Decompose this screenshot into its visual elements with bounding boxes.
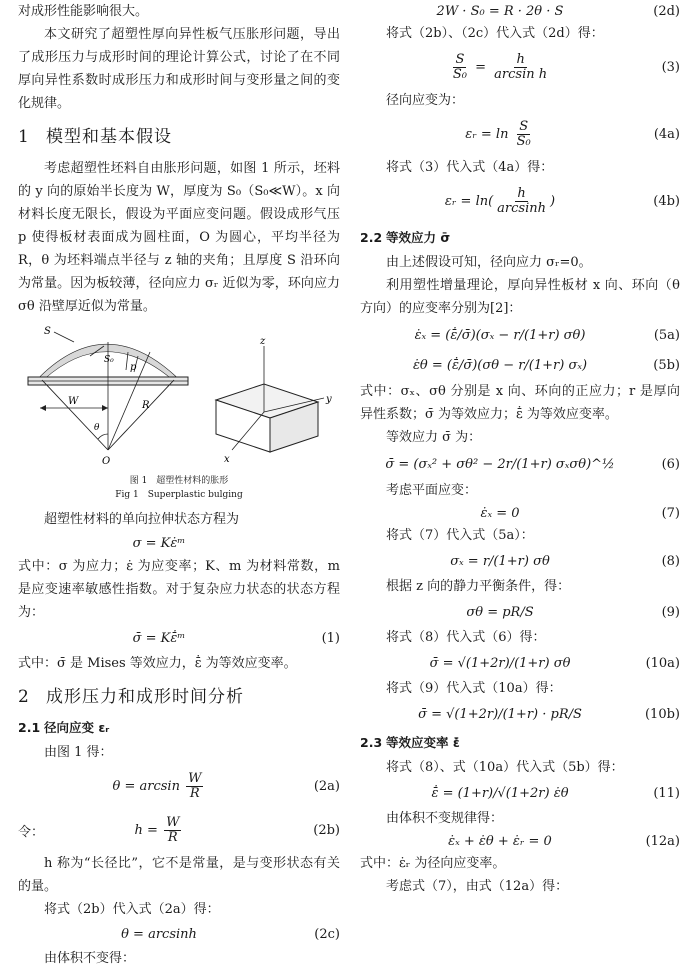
subsection-2-1-heading — [18, 717, 340, 739]
equilibrium-text: 根据 z 向的静力平衡条件，得： — [386, 579, 571, 594]
equation-body: ε̇ₓ = (ε̄̇/σ̄)(σₓ − r/(1+r) σθ) — [414, 327, 586, 343]
subsection-title: 径向应变 εᵣ — [44, 720, 110, 735]
equation-body: σ̄ = √(1+2r)/(1+r) σθ — [429, 655, 571, 671]
fraction: $\frac{h}{\arcsin h}$ — [497, 185, 546, 216]
equation-state — [18, 531, 340, 555]
stress-definitions: 式中：σₓ、σθ 分别是 x 向、环向的正应力；r 是厚向异性系数；σ̄ 为等效应力；ε̄̇ 为等效应变率。 — [360, 384, 680, 422]
substitute-text: 将式（2b）代入式（2a）得： — [44, 902, 220, 917]
section-number: 1 — [18, 127, 30, 147]
s-leader — [54, 332, 74, 342]
equation-number: (11) — [653, 785, 680, 801]
equation-5b — [360, 350, 680, 380]
bulging-diagram — [18, 322, 340, 472]
label-S0: S₀ — [104, 355, 114, 365]
equation-lhs: h = — [134, 822, 158, 838]
substitute-9-text: 将式（9）代入式（10a）得： — [386, 681, 562, 696]
equation-body: 2W · S₀ = R · 2θ · S — [436, 3, 564, 19]
equation-body: σ̄ = √(1+2r)/(1+r) · pR/S — [418, 706, 582, 722]
radial-rate-definition: 式中：ε̇ᵣ 为径向应变率。 — [360, 856, 506, 871]
intro-tail: 对成形性能影响很大。 — [18, 4, 149, 19]
equation-1 — [18, 624, 340, 652]
equation-3: $\frac{S}{\text{S₀}}$ = $\frac{h}{\text{arcsin h}}$ (3) — [452, 51, 680, 82]
equation-6 — [360, 449, 680, 479]
model-paragraph: 考虑超塑性坯料自由胀形问题，如图 1 所示，坯料的 y 向的原始半长度为 W，厚度为 S₀（S₀≪W）。x 向材料长度无限长，假设为平面应变问题。假设成形气压 p 使得板材表面成为圆柱面，O 为圆心，平均半径为 R，θ 为坯料端点半径与 z 轴的夹角；且厚度 S 沿环向为常量。因为板较薄，径向应力 σᵣ 近似为零，环向应力 σθ 沿壁厚近似为常量。 — [18, 161, 340, 314]
equation-number: (4b) — [653, 193, 680, 209]
equation-number: (2c) — [314, 926, 340, 942]
subsection-number: 2.3 — [360, 735, 383, 750]
equation-11 — [360, 779, 680, 807]
equation-number: (9) — [661, 604, 680, 620]
equation-body: σθ = pR/S — [466, 604, 534, 620]
equation-body: ε̇θ = (ε̄̇/σ̄)(σθ − r/(1+r) σₓ) — [412, 357, 588, 373]
equation-body: ε̄̇ = (1+r)/√(1+2r) ε̇θ — [431, 785, 569, 801]
equation-2b — [18, 808, 340, 852]
uniaxial-intro: 超塑性材料的单向拉伸状态方程为 — [44, 512, 240, 527]
figure-caption-cn: 图 1 超塑性材料的胀形 — [129, 476, 229, 486]
substitute-7-text: 将式（7）代入式（5a）： — [386, 528, 534, 543]
section-title: 成形压力和成形时间分析 — [46, 687, 244, 707]
radius-left — [42, 380, 108, 450]
equation-body: ε̇ₓ = 0 — [480, 505, 520, 521]
subsection-2-2-heading — [360, 227, 680, 249]
equation-number: (10b) — [644, 706, 680, 722]
section-1-heading — [18, 125, 340, 149]
equation-body: σ̄ = Kε̄̇ᵐ — [132, 630, 186, 646]
equation-number: (2b) — [313, 822, 340, 838]
label-O: O — [102, 456, 111, 467]
figure-caption-en: Fig 1 Superplastic bulging — [115, 490, 243, 500]
intro-paragraph: 本文研究了超塑性厚向异性板气压胀形问题，导出了成形压力与成形时间的理论计算公式，讨论了在不同厚向异性系数时成形压力和成形时间与变形量之间的变化规律。 — [18, 27, 340, 111]
substitute-2d-text: 将式（2b）、（2c）代入式（2d）得： — [386, 26, 604, 41]
fraction: $\frac{W}{R}$ — [166, 814, 180, 845]
fraction-left: $\frac{S}{\text{S₀}}$ — [452, 51, 467, 82]
aspect-ratio-text: h 称为“长径比”，它不是常量，是与变形状态有关的量。 — [18, 856, 340, 894]
label-y: y — [326, 394, 332, 405]
section-2-heading — [18, 685, 340, 709]
equation-body: σ̄ = (σₓ² + σθ² − 2r/(1+r) σₓσθ)^½ — [385, 456, 615, 472]
equation-5a — [360, 320, 680, 350]
equation-8 — [360, 547, 680, 575]
equation-7 — [360, 502, 680, 524]
left-column — [18, 0, 340, 970]
equivalent-stress-text: 等效应力 σ̄ 为： — [386, 430, 482, 445]
mises-explanation: 式中：σ̄ 是 Mises 等效应力，ε̄̇ 为等效应变率。 — [18, 656, 297, 671]
label-S: S — [44, 326, 51, 337]
equation-number: (6) — [661, 456, 680, 472]
volume-text: 由体积不变得： — [44, 951, 136, 966]
substitute-8-10a-text: 将式（8）、式（10a）代入式（5b）得： — [386, 760, 624, 775]
subsection-title: 等效应变率 ε̄̇ — [386, 735, 460, 750]
equation-number: (10a) — [645, 655, 680, 671]
theta-arc — [98, 434, 108, 439]
figure-1 — [18, 322, 340, 472]
substitute-3-text: 将式（3）代入式（4a）得： — [386, 160, 554, 175]
equation-9 — [360, 598, 680, 626]
equation-number: (2d) — [653, 3, 680, 19]
consider-7-text: 考虑式（7），由式（12a）得： — [386, 879, 569, 894]
equation-number: (2a) — [313, 778, 340, 794]
equation-number: (3) — [661, 59, 680, 75]
radius-right — [108, 380, 174, 450]
radial-stress-text: 由上述假设可知，径向应力 σᵣ=0。 — [386, 255, 592, 270]
equation-number: (5b) — [653, 357, 680, 373]
label-R: R — [142, 400, 150, 411]
equation-4b: εᵣ = ln( $\frac{h}{\arcsin h}$ ) (4b) — [444, 185, 680, 216]
radial-strain-text: 径向应变为： — [386, 93, 465, 108]
substitute-8-text: 将式（8）代入式（6）得： — [386, 630, 546, 645]
equation-2a — [18, 764, 340, 808]
volume-law-text: 由体积不变规律得： — [386, 811, 504, 826]
label-p: p — [130, 362, 137, 373]
equation-number: (7) — [661, 505, 680, 521]
equation-number: (1) — [321, 630, 340, 646]
right-column — [360, 0, 680, 898]
fraction: $\frac{S}{\text{S₀}}$ — [516, 118, 531, 149]
equation-2c — [18, 921, 340, 947]
equation-4a: εᵣ = ln $\frac{S}{\text{S₀}}$ (4a) — [465, 118, 680, 149]
pressure-arrow-1 — [126, 352, 128, 370]
equation-lhs: θ = arcsin — [112, 778, 180, 794]
label-theta: θ — [94, 423, 100, 433]
section-title: 模型和基本假设 — [46, 127, 172, 147]
equation-number: (8) — [661, 553, 680, 569]
label-z: z — [260, 336, 266, 347]
plane-strain-text: 考虑平面应变： — [386, 483, 478, 498]
subsection-title: 等效应力 σ̄ — [386, 230, 451, 245]
equation-body: ε̇ₓ + ε̇θ + ε̇ᵣ = 0 — [448, 833, 552, 849]
subsection-number: 2.2 — [360, 230, 383, 245]
let-text: 令： — [18, 824, 45, 840]
equation-number: (4a) — [653, 126, 680, 142]
equation-12a — [360, 830, 680, 852]
w-arrow-left — [40, 405, 46, 411]
equation-2d — [360, 0, 680, 22]
subsection-number: 2.1 — [18, 720, 41, 735]
equation-body: σₓ = r/(1+r) σθ — [450, 553, 550, 569]
label-W: W — [68, 396, 79, 407]
fraction-right: $\frac{h}{\text{arcsin h}}$ — [494, 51, 548, 82]
equation-number: (5a) — [653, 327, 680, 343]
fraction: $\frac{W}{R}$ — [188, 770, 202, 801]
equation-body: σ = Kε̇ᵐ — [132, 535, 186, 551]
state-explanation: 式中：σ 为应力；ε̇ 为应变率；K、m 为材料常数，m 是应变速率敏感性指数。对于复杂应力状态的状态方程为： — [18, 559, 340, 620]
label-x: x — [224, 454, 230, 465]
w-arrow-right — [102, 405, 108, 411]
equation-number: (12a) — [645, 833, 680, 849]
from-figure-text: 由图 1 得： — [44, 745, 113, 760]
equation-10a — [360, 649, 680, 677]
section-number: 2 — [18, 687, 30, 707]
equation-body: θ = arcsinh — [121, 926, 197, 942]
equation-10b — [360, 700, 680, 728]
plasticity-text: 利用塑性增量理论，厚向异性板材 x 向、环向（θ 方向）的应变率分别为[2]： — [360, 278, 680, 316]
subsection-2-3-heading — [360, 732, 680, 754]
